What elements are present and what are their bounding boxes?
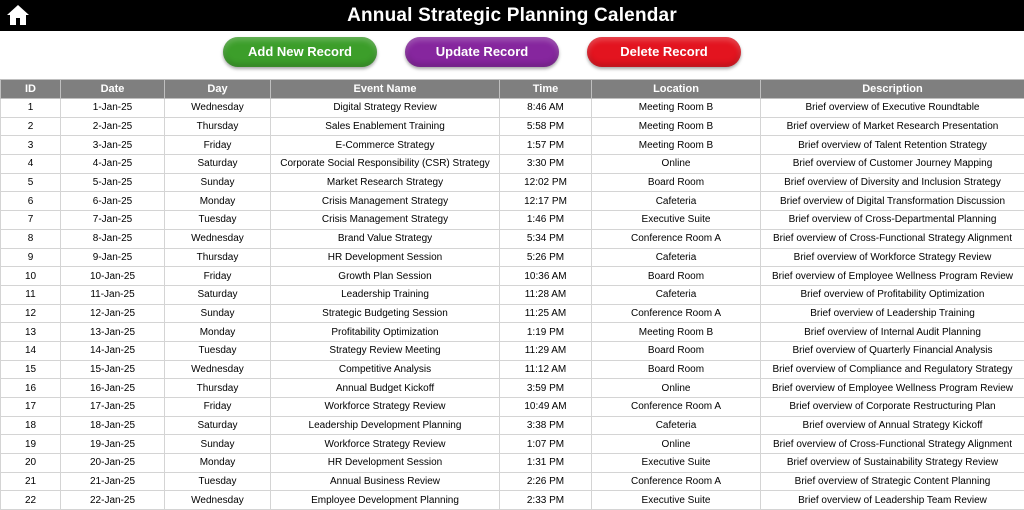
day-cell[interactable]: Sunday [165,173,271,192]
time-cell[interactable]: 1:46 PM [500,211,592,230]
table-row[interactable] [1,472,1024,491]
location-cell[interactable]: Online [592,435,761,454]
day-cell[interactable]: Monday [165,454,271,473]
day-cell[interactable]: Friday [165,136,271,155]
id-cell[interactable]: 5 [1,173,61,192]
date-cell[interactable]: 16-Jan-25 [61,379,165,398]
table-header-row [1,80,1024,99]
time-cell[interactable]: 3:59 PM [500,379,592,398]
date-cell[interactable]: 18-Jan-25 [61,416,165,435]
description-cell[interactable]: Brief overview of Employee Wellness Program Review [761,379,1024,398]
table-row[interactable] [1,99,1024,118]
event-name-cell[interactable]: HR Development Session [271,454,500,473]
column-header-location[interactable]: Location [592,80,761,99]
event-name-cell[interactable]: Employee Development Planning [271,491,500,510]
table-row[interactable] [1,155,1024,174]
column-header-time[interactable]: Time [500,80,592,99]
table-row[interactable] [1,192,1024,211]
location-cell[interactable]: Board Room [592,267,761,286]
time-cell[interactable]: 2:26 PM [500,472,592,491]
description-cell[interactable]: Brief overview of Leadership Training [761,304,1024,323]
event-name-cell[interactable]: Leadership Development Planning [271,416,500,435]
day-cell[interactable]: Sunday [165,435,271,454]
time-cell[interactable]: 5:34 PM [500,229,592,248]
id-cell[interactable]: 16 [1,379,61,398]
date-cell[interactable]: 15-Jan-25 [61,360,165,379]
description-cell[interactable]: Brief overview of Strategic Content Planning [761,472,1024,491]
table-row[interactable] [1,211,1024,230]
id-cell[interactable]: 8 [1,229,61,248]
event-name-cell[interactable]: Workforce Strategy Review [271,398,500,417]
description-cell[interactable]: Brief overview of Employee Wellness Program Review [761,267,1024,286]
description-cell[interactable]: Brief overview of Cross-Functional Strategy Alignment [761,435,1024,454]
add-new-record-button[interactable]: Add New Record [223,37,377,67]
date-cell[interactable]: 14-Jan-25 [61,341,165,360]
description-cell[interactable]: Brief overview of Quarterly Financial Analysis [761,341,1024,360]
date-cell[interactable]: 21-Jan-25 [61,472,165,491]
description-cell[interactable]: Brief overview of Talent Retention Strategy [761,136,1024,155]
time-cell[interactable]: 12:17 PM [500,192,592,211]
table-row[interactable] [1,285,1024,304]
location-cell[interactable]: Online [592,155,761,174]
table-row[interactable] [1,360,1024,379]
description-cell[interactable]: Brief overview of Corporate Restructuring Plan [761,398,1024,417]
table-row[interactable] [1,304,1024,323]
day-cell[interactable]: Saturday [165,416,271,435]
page-title: Annual Strategic Planning Calendar [0,0,1024,31]
table-row[interactable] [1,435,1024,454]
day-cell[interactable]: Wednesday [165,99,271,118]
id-cell[interactable]: 12 [1,304,61,323]
records-table [0,79,1024,510]
day-cell[interactable]: Friday [165,267,271,286]
id-cell[interactable]: 18 [1,416,61,435]
location-cell[interactable]: Conference Room A [592,472,761,491]
event-name-cell[interactable]: Crisis Management Strategy [271,192,500,211]
table-row[interactable] [1,136,1024,155]
date-cell[interactable]: 1-Jan-25 [61,99,165,118]
day-cell[interactable]: Tuesday [165,472,271,491]
table-row[interactable] [1,117,1024,136]
id-cell[interactable]: 15 [1,360,61,379]
time-cell[interactable]: 11:12 AM [500,360,592,379]
id-cell[interactable]: 21 [1,472,61,491]
date-cell[interactable]: 11-Jan-25 [61,285,165,304]
event-name-cell[interactable]: Annual Budget Kickoff [271,379,500,398]
date-cell[interactable]: 13-Jan-25 [61,323,165,342]
location-cell[interactable]: Conference Room A [592,304,761,323]
event-name-cell[interactable]: Market Research Strategy [271,173,500,192]
update-record-button[interactable]: Update Record [405,37,559,67]
id-cell[interactable]: 1 [1,99,61,118]
event-name-cell[interactable]: Leadership Training [271,285,500,304]
time-cell[interactable]: 11:29 AM [500,341,592,360]
table-row[interactable] [1,379,1024,398]
location-cell[interactable]: Board Room [592,173,761,192]
time-cell[interactable]: 12:02 PM [500,173,592,192]
day-cell[interactable]: Saturday [165,155,271,174]
description-cell[interactable]: Brief overview of Internal Audit Planning [761,323,1024,342]
location-cell[interactable]: Online [592,379,761,398]
day-cell[interactable]: Monday [165,323,271,342]
description-cell[interactable]: Brief overview of Cross-Departmental Planning [761,211,1024,230]
location-cell[interactable]: Board Room [592,360,761,379]
date-cell[interactable]: 12-Jan-25 [61,304,165,323]
id-cell[interactable]: 13 [1,323,61,342]
table-row[interactable] [1,416,1024,435]
id-cell[interactable]: 20 [1,454,61,473]
date-cell[interactable]: 22-Jan-25 [61,491,165,510]
id-cell[interactable]: 7 [1,211,61,230]
id-cell[interactable]: 3 [1,136,61,155]
time-cell[interactable]: 10:36 AM [500,267,592,286]
column-header-description[interactable]: Description [761,80,1024,99]
date-cell[interactable]: 7-Jan-25 [61,211,165,230]
id-cell[interactable]: 11 [1,285,61,304]
event-name-cell[interactable]: Annual Business Review [271,472,500,491]
location-cell[interactable]: Executive Suite [592,211,761,230]
time-cell[interactable]: 10:49 AM [500,398,592,417]
id-cell[interactable]: 2 [1,117,61,136]
location-cell[interactable]: Cafeteria [592,248,761,267]
event-name-cell[interactable]: Corporate Social Responsibility (CSR) Strategy [271,155,500,174]
time-cell[interactable]: 3:38 PM [500,416,592,435]
column-header-day[interactable]: Day [165,80,271,99]
location-cell[interactable]: Cafeteria [592,416,761,435]
id-cell[interactable]: 4 [1,155,61,174]
location-cell[interactable]: Cafeteria [592,192,761,211]
event-name-cell[interactable]: Digital Strategy Review [271,99,500,118]
day-cell[interactable]: Monday [165,192,271,211]
time-cell[interactable]: 11:28 AM [500,285,592,304]
description-cell[interactable]: Brief overview of Workforce Strategy Review [761,248,1024,267]
column-header-event-name[interactable]: Event Name [271,80,500,99]
date-cell[interactable]: 8-Jan-25 [61,229,165,248]
column-header-id[interactable]: ID [1,80,61,99]
description-cell[interactable]: Brief overview of Diversity and Inclusion Strategy [761,173,1024,192]
description-cell[interactable]: Brief overview of Digital Transformation Discussion [761,192,1024,211]
id-cell[interactable]: 6 [1,192,61,211]
table-row[interactable] [1,398,1024,417]
location-cell[interactable]: Meeting Room B [592,136,761,155]
description-cell[interactable]: Brief overview of Customer Journey Mapping [761,155,1024,174]
day-cell[interactable]: Wednesday [165,229,271,248]
location-cell[interactable]: Conference Room A [592,398,761,417]
time-cell[interactable]: 1:31 PM [500,454,592,473]
date-cell[interactable]: 20-Jan-25 [61,454,165,473]
time-cell[interactable]: 1:07 PM [500,435,592,454]
date-cell[interactable]: 17-Jan-25 [61,398,165,417]
date-cell[interactable]: 3-Jan-25 [61,136,165,155]
day-cell[interactable]: Thursday [165,117,271,136]
date-cell[interactable]: 9-Jan-25 [61,248,165,267]
event-name-cell[interactable]: Sales Enablement Training [271,117,500,136]
id-cell[interactable]: 19 [1,435,61,454]
table-row[interactable] [1,323,1024,342]
day-cell[interactable]: Saturday [165,285,271,304]
time-cell[interactable]: 2:33 PM [500,491,592,510]
description-cell[interactable]: Brief overview of Sustainability Strategy Review [761,454,1024,473]
event-name-cell[interactable]: Growth Plan Session [271,267,500,286]
day-cell[interactable]: Friday [165,398,271,417]
date-cell[interactable]: 5-Jan-25 [61,173,165,192]
event-name-cell[interactable]: E-Commerce Strategy [271,136,500,155]
day-cell[interactable]: Thursday [165,379,271,398]
date-cell[interactable]: 19-Jan-25 [61,435,165,454]
event-name-cell[interactable]: Crisis Management Strategy [271,211,500,230]
event-name-cell[interactable]: Workforce Strategy Review [271,435,500,454]
table-row[interactable] [1,491,1024,510]
id-cell[interactable]: 22 [1,491,61,510]
location-cell[interactable]: Conference Room A [592,229,761,248]
day-cell[interactable]: Sunday [165,304,271,323]
table-row[interactable] [1,229,1024,248]
table-row[interactable] [1,454,1024,473]
day-cell[interactable]: Tuesday [165,211,271,230]
location-cell[interactable]: Executive Suite [592,491,761,510]
description-cell[interactable]: Brief overview of Executive Roundtable [761,99,1024,118]
location-cell[interactable]: Meeting Room B [592,323,761,342]
location-cell[interactable]: Board Room [592,341,761,360]
time-cell[interactable]: 1:19 PM [500,323,592,342]
time-cell[interactable]: 8:46 AM [500,99,592,118]
location-cell[interactable]: Meeting Room B [592,99,761,118]
description-cell[interactable]: Brief overview of Market Research Presentation [761,117,1024,136]
event-name-cell[interactable]: Brand Value Strategy [271,229,500,248]
description-cell[interactable]: Brief overview of Annual Strategy Kickoff [761,416,1024,435]
day-cell[interactable]: Tuesday [165,341,271,360]
id-cell[interactable]: 17 [1,398,61,417]
table-row[interactable] [1,248,1024,267]
day-cell[interactable]: Thursday [165,248,271,267]
location-cell[interactable]: Executive Suite [592,454,761,473]
date-cell[interactable]: 6-Jan-25 [61,192,165,211]
event-name-cell[interactable]: Profitability Optimization [271,323,500,342]
date-cell[interactable]: 10-Jan-25 [61,267,165,286]
time-cell[interactable]: 1:57 PM [500,136,592,155]
time-cell[interactable]: 5:26 PM [500,248,592,267]
description-cell[interactable]: Brief overview of Cross-Functional Strategy Alignment [761,229,1024,248]
event-name-cell[interactable]: Strategy Review Meeting [271,341,500,360]
date-cell[interactable]: 2-Jan-25 [61,117,165,136]
delete-record-button[interactable]: Delete Record [587,37,741,67]
location-cell[interactable]: Meeting Room B [592,117,761,136]
day-cell[interactable]: Wednesday [165,360,271,379]
description-cell[interactable]: Brief overview of Profitability Optimization [761,285,1024,304]
table-row[interactable] [1,267,1024,286]
time-cell[interactable]: 3:30 PM [500,155,592,174]
event-name-cell[interactable]: Strategic Budgeting Session [271,304,500,323]
day-cell[interactable]: Wednesday [165,491,271,510]
id-cell[interactable]: 9 [1,248,61,267]
description-cell[interactable]: Brief overview of Leadership Team Review [761,491,1024,510]
event-name-cell[interactable]: HR Development Session [271,248,500,267]
event-name-cell[interactable]: Competitive Analysis [271,360,500,379]
date-cell[interactable]: 4-Jan-25 [61,155,165,174]
description-cell[interactable]: Brief overview of Compliance and Regulatory Strategy [761,360,1024,379]
table-row[interactable] [1,173,1024,192]
time-cell[interactable]: 11:25 AM [500,304,592,323]
location-cell[interactable]: Cafeteria [592,285,761,304]
table-row[interactable] [1,341,1024,360]
id-cell[interactable]: 14 [1,341,61,360]
id-cell[interactable]: 10 [1,267,61,286]
column-header-date[interactable]: Date [61,80,165,99]
time-cell[interactable]: 5:58 PM [500,117,592,136]
